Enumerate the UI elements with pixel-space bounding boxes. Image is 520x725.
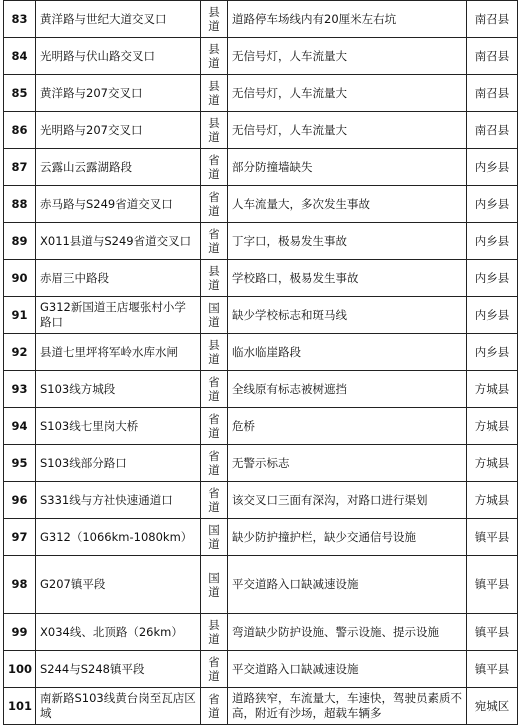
row-number-cell: 91 <box>4 297 36 334</box>
table-row <box>4 519 518 556</box>
location-cell: G312（1066km-1080km） <box>36 519 201 556</box>
table-row <box>4 75 518 112</box>
county-cell: 方城县 <box>467 482 518 519</box>
location-cell: 县道七里坪将军岭水库水闸 <box>36 334 201 371</box>
row-number-cell: 84 <box>4 38 36 75</box>
county-cell: 内乡县 <box>467 260 518 297</box>
location-cell: G207镇平段 <box>36 556 201 614</box>
road-type-char: 道 <box>208 632 220 646</box>
road-type-char: 道 <box>208 167 220 181</box>
road-type-char: 道 <box>208 315 220 329</box>
road-type-char: 县 <box>208 618 220 632</box>
issue-cell: 道路停车场线内有20厘米左右坑 <box>228 1 467 38</box>
table-row <box>4 371 518 408</box>
road-type-char: 省 <box>208 153 220 167</box>
county-cell: 镇平县 <box>467 614 518 651</box>
county-cell: 方城县 <box>467 371 518 408</box>
issue-cell: 平交道路入口缺减速设施 <box>228 651 467 688</box>
location-cell: 黄洋路与207交叉口 <box>36 75 201 112</box>
table-row <box>4 260 518 297</box>
road-type-char: 国 <box>208 570 220 585</box>
table-row <box>4 614 518 651</box>
row-number-cell: 86 <box>4 112 36 149</box>
road-type-char: 省 <box>208 412 220 426</box>
location-cell: 赤眉三中路段 <box>36 260 201 297</box>
county-cell: 内乡县 <box>467 149 518 186</box>
road-type-cell <box>201 149 228 186</box>
location-cell: X034线、北顶路（26km） <box>36 614 201 651</box>
row-number-cell: 88 <box>4 186 36 223</box>
location-cell: 黄洋路与世纪大道交叉口 <box>36 1 201 38</box>
table-row <box>4 445 518 482</box>
location-cell: S244与S248镇平段 <box>36 651 201 688</box>
road-type-char: 道 <box>208 130 220 144</box>
county-cell: 南召县 <box>467 75 518 112</box>
road-type-cell <box>201 186 228 223</box>
row-number-cell: 98 <box>4 556 36 614</box>
road-type-char: 县 <box>208 338 220 352</box>
road-type-cell <box>201 223 228 260</box>
issue-cell: 道路狭窄，车流量大，车速快，驾驶员素质不高，附近有沙场，超载车辆多 <box>228 688 467 725</box>
table-row <box>4 334 518 371</box>
table-row <box>4 556 518 614</box>
location-cell: 赤马路与S249省道交叉口 <box>36 186 201 223</box>
road-type-char: 道 <box>208 241 220 255</box>
location-cell: G312新国道王店堰张村小学路口 <box>36 297 201 334</box>
row-number-cell: 89 <box>4 223 36 260</box>
location-cell: 光明路与伏山路交叉口 <box>36 38 201 75</box>
table-row <box>4 688 518 725</box>
location-cell: X011县道与S249省道交叉口 <box>36 223 201 260</box>
issue-cell: 无信号灯，人车流量大 <box>228 112 467 149</box>
county-cell: 南召县 <box>467 112 518 149</box>
table-row <box>4 651 518 688</box>
road-type-char: 省 <box>208 375 220 389</box>
county-cell: 内乡县 <box>467 297 518 334</box>
issue-cell: 无信号灯，人车流量大 <box>228 75 467 112</box>
county-cell: 方城县 <box>467 408 518 445</box>
table-row <box>4 186 518 223</box>
road-type-char: 县 <box>208 79 220 93</box>
road-type-char: 道 <box>208 352 220 366</box>
road-type-cell <box>201 260 228 297</box>
table-row <box>4 408 518 445</box>
road-type-cell <box>201 112 228 149</box>
row-number-cell: 90 <box>4 260 36 297</box>
row-number-cell: 95 <box>4 445 36 482</box>
location-cell: S103线方城段 <box>36 371 201 408</box>
issue-cell: 部分防撞墙缺失 <box>228 149 467 186</box>
issue-cell: 无信号灯，人车流量大 <box>228 38 467 75</box>
road-type-cell <box>201 1 228 38</box>
road-type-char: 道 <box>208 278 220 292</box>
table-row <box>4 38 518 75</box>
road-type-cell <box>201 482 228 519</box>
table-row <box>4 223 518 260</box>
row-number-cell: 85 <box>4 75 36 112</box>
road-type-cell <box>201 75 228 112</box>
county-cell: 镇平县 <box>467 651 518 688</box>
issue-cell: 危桥 <box>228 408 467 445</box>
road-type-char: 道 <box>208 463 220 477</box>
county-cell: 宛城区 <box>467 688 518 725</box>
table-body <box>4 1 518 725</box>
location-cell: S103线七里岗大桥 <box>36 408 201 445</box>
road-type-char: 省 <box>208 190 220 204</box>
road-type-char: 省 <box>208 655 220 669</box>
road-type-char: 道 <box>208 56 220 70</box>
issue-cell: 全线原有标志被树遮挡 <box>228 371 467 408</box>
row-number-cell: 100 <box>4 651 36 688</box>
location-cell: 云露山云露湖路段 <box>36 149 201 186</box>
issue-cell: 无警示标志 <box>228 445 467 482</box>
road-type-char: 道 <box>208 93 220 107</box>
issue-cell: 丁字口，极易发生事故 <box>228 223 467 260</box>
road-type-char: 道 <box>208 706 220 720</box>
road-type-cell <box>201 651 228 688</box>
issue-cell: 缺少防护撞护栏，缺少交通信号设施 <box>228 519 467 556</box>
road-type-cell <box>201 614 228 651</box>
county-cell: 镇平县 <box>467 556 518 614</box>
road-type-cell <box>201 445 228 482</box>
location-cell: 光明路与207交叉口 <box>36 112 201 149</box>
row-number-cell: 83 <box>4 1 36 38</box>
road-type-cell <box>201 556 228 614</box>
road-type-char: 省 <box>208 486 220 500</box>
road-type-cell <box>201 334 228 371</box>
road-type-cell <box>201 297 228 334</box>
road-type-char: 县 <box>208 116 220 130</box>
table-row <box>4 297 518 334</box>
road-type-cell <box>201 688 228 725</box>
road-type-char: 道 <box>208 19 220 33</box>
location-cell: 南新路S103线黄台岗至瓦店区域 <box>36 688 201 725</box>
road-type-char: 省 <box>208 227 220 241</box>
row-number-cell: 92 <box>4 334 36 371</box>
issue-cell: 人车流量大，多次发生事故 <box>228 186 467 223</box>
road-type-char: 省 <box>208 449 220 463</box>
issue-cell: 该交叉口三面有深沟，对路口进行渠划 <box>228 482 467 519</box>
row-number-cell: 96 <box>4 482 36 519</box>
table-row <box>4 149 518 186</box>
road-type-char: 国 <box>208 523 220 537</box>
issue-cell: 缺少学校标志和斑马线 <box>228 297 467 334</box>
county-cell: 南召县 <box>467 1 518 38</box>
road-type-char: 国 <box>208 301 220 315</box>
row-number-cell: 101 <box>4 688 36 725</box>
road-type-char: 道 <box>208 426 220 440</box>
location-cell: S331线与方社快速通道口 <box>36 482 201 519</box>
county-cell: 内乡县 <box>467 186 518 223</box>
road-type-char: 道 <box>208 389 220 403</box>
road-type-cell <box>201 408 228 445</box>
road-type-char: 道 <box>208 500 220 514</box>
road-type-char: 道 <box>208 584 220 599</box>
location-cell: S103线部分路口 <box>36 445 201 482</box>
row-number-cell: 87 <box>4 149 36 186</box>
table-row <box>4 112 518 149</box>
issue-cell: 弯道缺少防护设施、警示设施、提示设施 <box>228 614 467 651</box>
row-number-cell: 93 <box>4 371 36 408</box>
hazard-points-table <box>3 0 518 725</box>
issue-cell: 临水临崖路段 <box>228 334 467 371</box>
county-cell: 方城县 <box>467 445 518 482</box>
county-cell: 内乡县 <box>467 223 518 260</box>
issue-cell: 学校路口，极易发生事故 <box>228 260 467 297</box>
table-row <box>4 1 518 38</box>
row-number-cell: 99 <box>4 614 36 651</box>
road-type-cell <box>201 38 228 75</box>
county-cell: 内乡县 <box>467 334 518 371</box>
road-type-char: 道 <box>208 204 220 218</box>
county-cell: 南召县 <box>467 38 518 75</box>
road-type-cell <box>201 371 228 408</box>
road-type-char: 道 <box>208 537 220 551</box>
table-row <box>4 482 518 519</box>
road-type-char: 县 <box>208 5 220 19</box>
road-type-char: 县 <box>208 42 220 56</box>
row-number-cell: 94 <box>4 408 36 445</box>
road-type-char: 道 <box>208 669 220 683</box>
row-number-cell: 97 <box>4 519 36 556</box>
road-type-char: 县 <box>208 264 220 278</box>
county-cell: 镇平县 <box>467 519 518 556</box>
road-type-cell <box>201 519 228 556</box>
issue-cell: 平交道路入口缺减速设施 <box>228 556 467 614</box>
road-type-char: 省 <box>208 692 220 706</box>
